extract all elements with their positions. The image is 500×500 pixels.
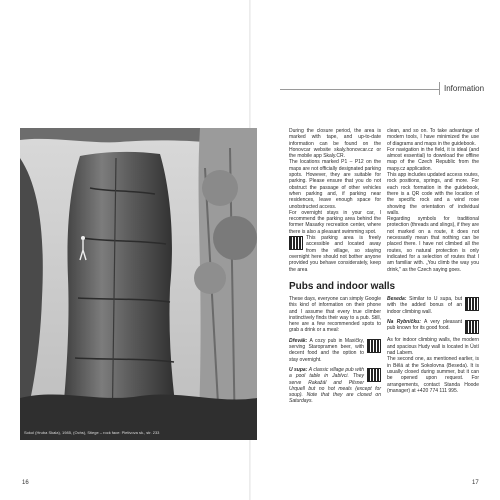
qr-code-icon[interactable] [465, 297, 479, 311]
text-column-3 [289, 296, 381, 405]
pub-entry [289, 367, 381, 405]
paragraph: The locations marked P1 – P12 on the maps are not officially designated parking spots. However, they are suitable for parking. Please ensure that you do not obstruct the passage of other vehicles when parking and, if parking near residences, leave enough space for unobstructed access. [289, 159, 381, 210]
pub-entry [387, 296, 479, 315]
photo-caption: Sokol (Hruba Skala), 1985, (Ochs), Stiege – rock face: Pletivova sk., str. 233 [24, 430, 160, 435]
qr-code-icon[interactable] [367, 368, 381, 382]
pub-description: A cozy pub in Maxičky, serving Staropramen beer, with decent food and the option to stay overnight. [289, 337, 364, 363]
climbing-photo [20, 128, 257, 440]
pub-entry [289, 338, 381, 363]
pub-name: Dřevák: [289, 337, 308, 344]
text-column-1 [289, 128, 381, 273]
page-number-left: 16 [22, 480, 29, 486]
text-column-2 [387, 128, 479, 273]
qr-code-icon[interactable] [367, 339, 381, 353]
pub-description: Similar to U supa, but with the added bonus of an indoor climbing wall. [387, 296, 462, 315]
page-number-right: 17 [472, 480, 479, 486]
paragraph: Regarding symbols for traditional protection (threads and slings), if they are not marked on a route, it does not necessarily mean that nothing can be placed there. I have not climbed all the routes, so natural protection is only indicated for a selection of routes that I am familiar with. „You climb the way you drink," as the Czech saying goes. [387, 216, 479, 273]
paragraph: The second one, as mentioned earlier, is in Bělá at the Sokolovna (Beseda). It is usually closed during summer, but it can be opened upon request. For arrangements, contact Standa Hoode (manager) at +420 774 111 995. [387, 356, 479, 394]
paragraph: As for indoor climbing walls, the modern and spacious Hudy wall is located in Ústí nad Labem. [387, 337, 479, 357]
paragraph: These days, everyone can simply Google this kind of information on their phone and I assume that every true climber instinctively finds their way to a pub. Still, here are a few recommended spots to grab a drink or a meal: [289, 296, 381, 334]
section-heading: Pubs and indoor walls [289, 281, 396, 292]
paragraph: For navigation in the field, it is ideal (and almost essential) to download the offline map of the Czech Republic from the mapy.cz application. [387, 146, 479, 172]
section-title: Information [439, 82, 500, 95]
pub-description: A classic village pub with a pool table in Jablvci. They serve Rakažál and Pilsner Urquell but no hot meals (except for soup). Note that they are closed on Saturdays. [289, 366, 381, 405]
pub-entry [387, 319, 479, 332]
paragraph [289, 235, 381, 273]
qr-code-icon[interactable] [465, 320, 479, 334]
pub-name: U supa: [289, 366, 308, 373]
text-column-4 [387, 296, 479, 394]
rock-tower-image [20, 128, 257, 440]
paragraph: For overnight stays in your car, I recommend the parking area behind the former Masarky recreation center, where there is also a pleasant swimming spot. [289, 209, 381, 235]
pub-description: A very pleasant pub known for its good food. [387, 318, 462, 332]
pub-name: Na Rybníčku: [387, 318, 421, 325]
paragraph: This app includes updated access routes, rock positions, springs, and more. For each rock formation in the guidebook, there is a QR code with the location of the specific rock and a wind rose showing the orientation of individual walls. [387, 172, 479, 216]
paragraph: During the closure period, the area is marked with tape, and up-to-date information can be found on the Honovcar website skaly.honovcar.cz or the mobile app Skaly.CR. [289, 128, 381, 160]
paragraph: clean, and so on. To take advantage of modern tools, I have minimized the use of diagrams and maps in the guidebook. [387, 128, 479, 147]
qr-code-icon[interactable] [289, 236, 303, 250]
paragraph-text: This parking area is freely accessible and located away from the village, so staying overnight here should not bother anyone provided you behave considerately, keep the area [289, 235, 381, 273]
pub-name: Beseda: [387, 296, 407, 302]
